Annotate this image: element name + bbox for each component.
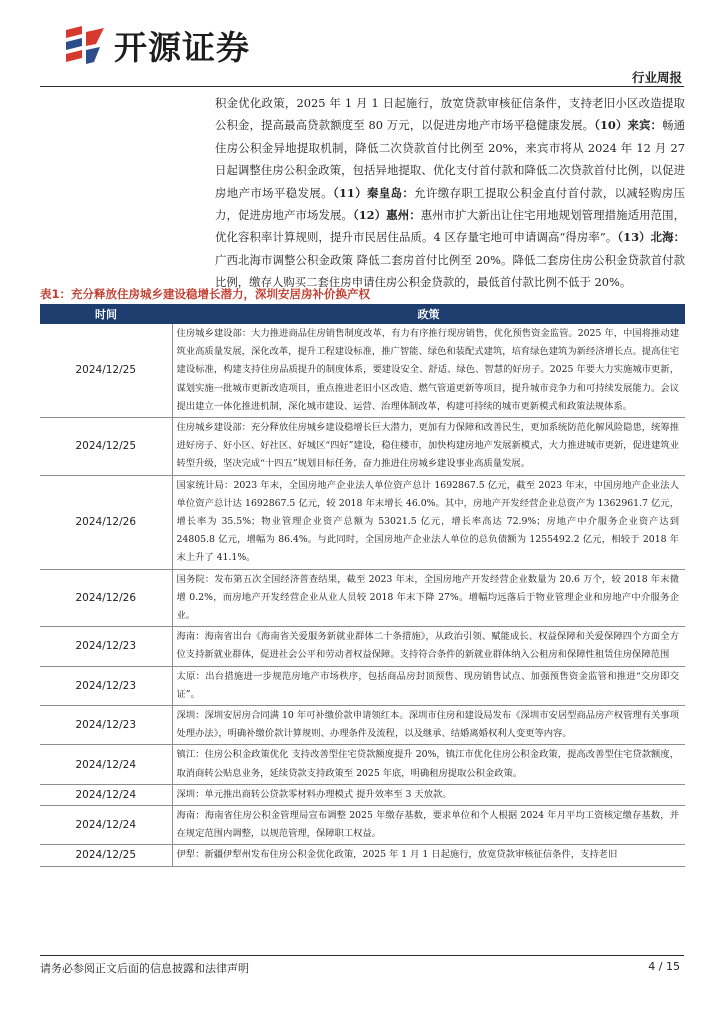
- logo-wordmark: 开源证券: [114, 27, 250, 67]
- row-date: 2024/12/23: [40, 627, 172, 666]
- intro-text-huizhou: 惠州市扩大新出让住宅用地规划管理措施适用范围，优化容积率计算规则，提升市民居住品质。4 区存量宅地可申请调高“得房率”。: [215, 208, 685, 245]
- row-policy: 太原：出台措施进一步规范房地产市场秩序，包括商品房封顶预售、现房销售试点、加强预售资金监管和推进“交房即交证”。: [172, 666, 685, 705]
- city-label-huizhou: （12）惠州：: [352, 208, 421, 223]
- row-date: 2024/12/25: [40, 324, 172, 418]
- row-policy: 海南：海南省住房公积金管理局宣布调整 2025 年缴存基数，要求单位和个人根据 2024 年月平均工资核定缴存基数，并在规定范围内调整，以规范管理，保障职工权益。: [172, 806, 685, 845]
- row-date: 2024/12/25: [40, 845, 172, 866]
- table-row: [40, 627, 685, 666]
- table-row: [40, 324, 685, 418]
- intro-text-laibin: 畅通住房公积金异地提取机制，降低二次贷款首付比例至 20%，来宾市将从 2024 年 12 月 27 日起调整住房公积金政策，包括异地提取、优化支付首付款和降低二次贷款首付比例，以促进房地产市场平稳发展。: [215, 118, 685, 200]
- table-row: [40, 418, 685, 476]
- city-label-beihai: （13）北海：: [617, 230, 685, 245]
- row-policy: 住房城乡建设部：充分释放住房城乡建设稳增长巨大潜力，更加有力保障和改善民生，更加系统防范化解风险隐患，统筹推进好房子、好小区、好社区、好城区“四好”建设，稳住楼市，加快构建房地产发展新模式，大力推进城市更新，促进建筑业转型升级，坚决完成“十四五”规划目标任务，奋力推进住房城乡建设事业高质量发展。: [172, 418, 685, 476]
- row-date: 2024/12/23: [40, 706, 172, 745]
- table-row: [40, 569, 685, 627]
- row-date: 2024/12/24: [40, 784, 172, 805]
- table-title: 表1：充分释放住房城乡建设稳增长潜力，深圳安居房补价换产权: [40, 287, 370, 301]
- table-row: [40, 845, 685, 866]
- table-row: [40, 745, 685, 784]
- row-date: 2024/12/24: [40, 806, 172, 845]
- row-policy: 伊犁：新疆伊犁州发布住房公积金优化政策，2025 年 1 月 1 日起施行，放宽贷款审核征信条件，支持老旧: [172, 845, 685, 866]
- row-policy: 住房城乡建设部：大力推进商品住房销售制度改革，有力有序推行现房销售，优化预售资金监管。2025 年，中国将推动建筑业高质量发展，深化改革，提升工程建设标准，推广智能、绿色和装配式建筑，培育绿色建筑为新经济增长点。提高住宅建设标准，构建支持住房品质提升的制度体系，要建设安全、舒适、绿色、智慧的好房子。2025 年要大力实施城市更新，谋划实施一批城市更新改造项目，重点推进老旧小区改造、燃气管道更新等项目，提升城市竞争力和可持续发展能力。会议提出建立一体化推进机制，深化城市建设、运营、治理体制改革，构建可持续的城市更新模式和政策法规体系。: [172, 324, 685, 418]
- row-policy: 国务院：发布第五次全国经济普查结果，截至 2023 年末，全国房地产开发经营企业数量为 20.6 万个，较 2018 年末微增 0.2%，而房地产开发经营企业从业人员较 2018 年末下降 27%。增幅均远落后于物业管理企业和房地产中介服务企业。: [172, 569, 685, 627]
- row-policy: 国家统计局：2023 年末，全国房地产企业法人单位资产总计 1692867.5 亿元，截至 2023 年末，中国房地产企业法人单位资产总计达 1692867.5 亿元，较 2018 年末增长 46.0%。其中，房地产开发经营企业总资产为 1362961.7 亿元，增长率为 35.5%；物业管理企业资产总额为 53021.5 亿元，增长率高达 72.9%；房地产中介服务企业资产达到 24805.8 亿元，增幅为 86.4%。与此同时，全国房地产企业法人单位的总负债额为 1255492.2 亿元，相较于 2018 年末上升了 41.1%。: [172, 475, 685, 569]
- row-date: 2024/12/25: [40, 418, 172, 476]
- table-row: [40, 475, 685, 569]
- column-header-policy: 政策: [172, 304, 685, 324]
- city-label-laibin: （10）来宾：: [594, 118, 663, 133]
- row-policy: 海南：海南省出台《海南省关爱服务新就业群体二十条措施》，从政治引领、赋能成长、权益保障和关爱保障四个方面全方位支持新就业群体，促进社会公平和劳动者权益保障。支持符合条件的新就业群体纳入公租房和保障性租赁住房保障范围: [172, 627, 685, 666]
- table-row: [40, 706, 685, 745]
- page-number: 4 / 15: [648, 960, 680, 973]
- city-label-qinhuangdao: （11）秦皇岛：: [332, 185, 415, 200]
- row-date: 2024/12/26: [40, 475, 172, 569]
- policy-table: [40, 304, 685, 867]
- table-row: [40, 784, 685, 805]
- footer-disclaimer: 请务必参阅正文后面的信息披露和法律声明: [40, 962, 249, 975]
- intro-paragraph: [215, 92, 685, 294]
- intro-text-beihai: 广西北海市调整公积金政策 降低二套房首付比例至 20%。降低二套房住房公积金贷款首付款比例，缴存人购买二套住房申请住房公积金贷款的，最低首付款比例不低于 20%。: [215, 252, 685, 290]
- row-policy: 镇江：住房公积金政策优化 支持改善型住宅贷款额度提升 20%，镇江市优化住房公积金政策，提高改善型住宅贷款额度，取消商转公贴息业务，延续贷款支持政策至 2025 年底，明确租房提取公积金政策。: [172, 745, 685, 784]
- table-row: [40, 806, 685, 845]
- row-date: 2024/12/23: [40, 666, 172, 705]
- row-date: 2024/12/24: [40, 745, 172, 784]
- footer-divider: [40, 955, 684, 956]
- row-policy: 深圳：单元推出商转公贷款零材料办理模式 提升效率至 3 天放款。: [172, 784, 685, 805]
- logo-mark-icon: [60, 22, 110, 68]
- table-row: [40, 666, 685, 705]
- intro-text-qinhuangdao: 允许缴存职工提取公积金直付首付款，以减轻购房压力，促进房地产市场发展。: [215, 185, 685, 223]
- row-policy: 深圳：深圳安居房合同满 10 年可补缴价款申请领红本。深圳市住房和建设局发布《深圳市安居型商品房产权管理有关事项处理办法》，明确补缴价款计算规则、办理条件及流程，以及继承、结婚离婚权利人变更等内容。: [172, 706, 685, 745]
- intro-text: 积金优化政策，2025 年 1 月 1 日起施行，放宽贷款审核征信条件，支持老旧小区改造提取公积金，提高最高贷款额度至 80 万元，以促进房地产市场平稳健康发展。: [215, 96, 685, 133]
- brand-logo: [60, 22, 280, 68]
- column-header-date: 时间: [40, 304, 172, 324]
- header-divider: [40, 86, 684, 87]
- section-tag: 行业周报: [631, 70, 682, 85]
- row-date: 2024/12/26: [40, 569, 172, 627]
- table-header-row: [40, 304, 685, 324]
